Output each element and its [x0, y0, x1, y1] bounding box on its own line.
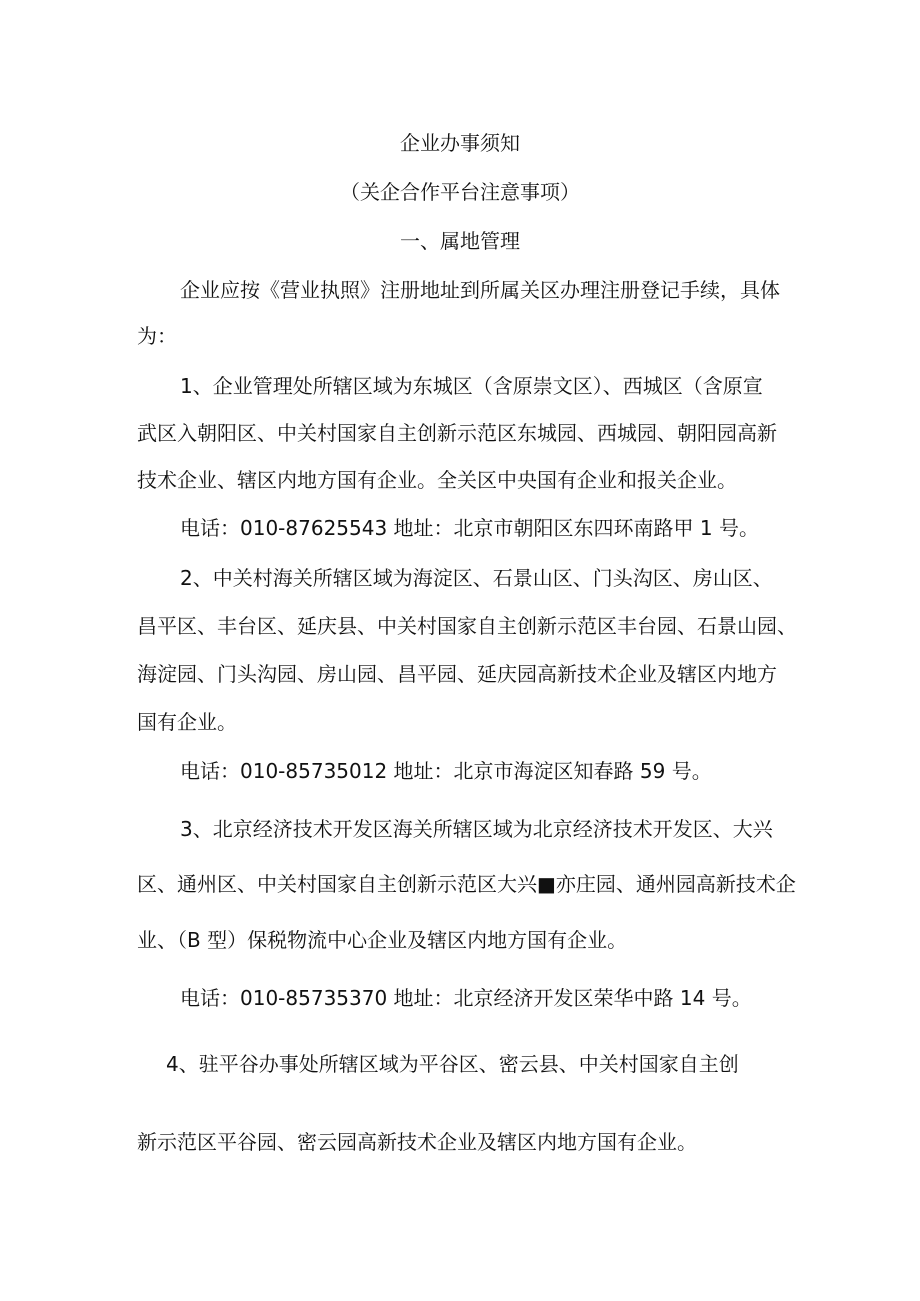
item2-line: 昌平区、丰台区、延庆县、中关村国家自主创新示范区丰台园、石景山园、 [137, 614, 797, 638]
item2-line: 国有企业。 [137, 710, 237, 734]
item1-line: 1、企业管理处所辖区域为东城区（含原崇文区）、西城区（含原宣 [180, 374, 763, 398]
item2-contact: 电话：010-85735012 地址：北京市海淀区知春路 59 号。 [180, 759, 712, 783]
item4-line: 4、驻平谷办事处所辖区域为平谷区、密云县、中关村国家自主创 [166, 1052, 739, 1076]
document-title: 企业办事须知 [400, 131, 520, 155]
item3-contact: 电话：010-85735370 地址：北京经济开发区荣华中路 14 号。 [180, 986, 752, 1010]
item4-line: 新示范区平谷园、密云园高新技术企业及辖区内地方国有企业。 [137, 1130, 697, 1154]
item2-line: 海淀园、门头沟园、房山园、昌平园、延庆园高新技术企业及辖区内地方 [137, 662, 777, 686]
item1-contact: 电话：010-87625543 地址：北京市朝阳区东四环南路甲 1 号。 [180, 516, 759, 540]
item3-line: 业、（B 型）保税物流中心企业及辖区内地方国有企业。 [137, 928, 628, 952]
section-heading: 一、属地管理 [400, 229, 520, 253]
item1-line: 武区入朝阳区、中关村国家自主创新示范区东城园、西城园、朝阳园高新 [137, 421, 777, 445]
document-subtitle: （关企合作平台注意事项） [340, 180, 580, 204]
intro-line: 企业应按《营业执照》注册地址到所属关区办理注册登记手续，具体 [180, 278, 780, 302]
item2-line: 2、中关村海关所辖区域为海淀区、石景山区、门头沟区、房山区、 [180, 566, 773, 590]
item1-line: 技术企业、辖区内地方国有企业。全关区中央国有企业和报关企业。 [137, 468, 737, 492]
item3-line: 区、通州区、中关村国家自主创新示范区大兴■亦庄园、通州园高新技术企 [137, 872, 796, 896]
intro-line: 为： [137, 324, 177, 348]
item3-line: 3、北京经济技术开发区海关所辖区域为北京经济技术开发区、大兴 [180, 817, 773, 841]
